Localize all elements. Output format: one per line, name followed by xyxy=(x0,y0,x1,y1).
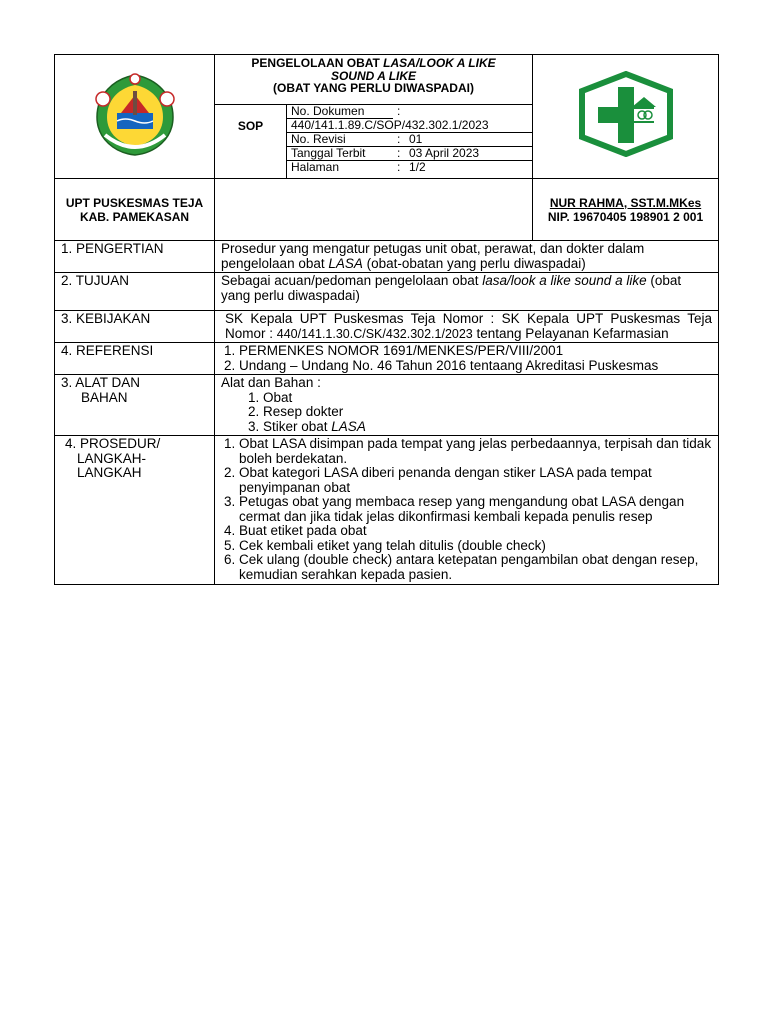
doc-page-sep: : xyxy=(397,160,401,174)
section-content xyxy=(215,375,719,436)
list-item: 4. Buat etiket pada obat xyxy=(239,524,712,539)
section-content: Prosedur yang mengatur petugas unit obat, perawat, dan dokter dalam pengelolaan obat LASA (obat-obatan yang perlu diwaspadai) xyxy=(215,241,719,273)
doc-date-sep: : xyxy=(393,147,405,161)
doc-number-label: No. Dokumen xyxy=(287,105,393,119)
right-logo-cell xyxy=(533,55,719,179)
section-label: 2. TUJUAN xyxy=(55,273,215,311)
section-referensi xyxy=(55,343,719,375)
list-item: 1. PERMENKES NOMOR 1691/MENKES/PER/VIII/2001 xyxy=(239,344,712,359)
institution-name: UPT PUSKESMAS TEJA KAB. PAMEKASAN xyxy=(55,179,215,241)
section-label: 3. ALAT DAN BAHAN xyxy=(55,375,215,436)
section-label: 3. KEBIJAKAN xyxy=(55,311,215,343)
doc-revision-label: No. Revisi xyxy=(287,133,393,147)
list-item: 3. Petugas obat yang membaca resep yang mengandung obat LASA dengan cermat dan jika tidak jelas dikonfirmasi kembali kepada penulis resep xyxy=(239,495,712,524)
section-prosedur xyxy=(55,436,719,585)
puskesmas-logo-icon xyxy=(578,71,674,157)
section-pengertian xyxy=(55,241,719,273)
pamekasan-regency-emblem-icon xyxy=(87,69,183,159)
list-item: 2. Obat kategori LASA diberi penanda dengan stiker LASA pada tempat penyimpanan obat xyxy=(239,466,712,495)
section-content xyxy=(215,436,719,585)
doc-revision-value: 01 xyxy=(405,133,532,147)
section-label: 4. PROSEDUR/ LANGKAH- LANGKAH xyxy=(55,436,215,585)
doc-row-number-value xyxy=(287,119,532,133)
sop-label: SOP xyxy=(215,105,287,179)
doc-number-sep: : xyxy=(397,104,401,118)
doc-date-label: Tanggal Terbit xyxy=(287,147,393,161)
list-item: 5. Cek kembali etiket yang telah ditulis (double check) xyxy=(239,539,712,554)
doc-number-value xyxy=(405,105,532,119)
document-info xyxy=(287,105,533,179)
document-title: PENGELOLAAN OBAT LASA/LOOK A LIKE SOUND A LIKE (OBAT YANG PERLU DIWASPADAI) xyxy=(215,55,533,105)
section-kebijakan xyxy=(55,311,719,343)
list-item: 1. Obat xyxy=(263,391,712,406)
doc-row-revision xyxy=(287,133,532,147)
alat-intro: Alat dan Bahan : xyxy=(221,375,321,390)
signer-nip: NIP. 19670405 198901 2 001 xyxy=(547,209,704,224)
doc-row-number xyxy=(287,105,532,119)
list-item: 1. Obat LASA disimpan pada tempat yang jelas perbedaannya, terpisah dan tidak boleh berdekatan. xyxy=(239,437,712,466)
section-content xyxy=(215,343,719,375)
section-tujuan xyxy=(55,273,719,311)
doc-row-date xyxy=(287,147,532,161)
sop-table xyxy=(54,54,719,585)
doc-date-value: 03 April 2023 xyxy=(405,147,532,161)
doc-row-page xyxy=(287,161,532,175)
blank-cell xyxy=(215,179,533,241)
list-item: 2. Undang – Undang No. 46 Tahun 2016 tentaang Akreditasi Puskesmas xyxy=(239,359,712,374)
section-content: Sebagai acuan/pedoman pengelolaan obat lasa/look a like sound a like (obat yang perlu diwaspadai) xyxy=(215,273,719,311)
doc-page-label: Halaman xyxy=(291,160,340,174)
list-item: 6. Cek ulang (double check) antara ketepatan pengambilan obat dengan resep, kemudian serahkan kepada pasien. xyxy=(239,553,712,582)
left-logo-cell xyxy=(55,55,215,179)
section-label: 4. REFERENSI xyxy=(55,343,215,375)
doc-revision-sep: : xyxy=(393,133,405,147)
doc-number-full: 440/141.1.89.C/SOP/432.302.1/2023 xyxy=(287,119,532,133)
doc-page-value: 1/2 xyxy=(409,160,426,174)
section-content: SK Kepala UPT Puskesmas Teja Nomor : SK Kepala UPT Puskesmas Teja Nomor : 440/141.1.30.C/SK/432.302.1/2023 tentang Pelayanan Kefarmasian xyxy=(215,311,719,343)
section-label: 1. PENGERTIAN xyxy=(55,241,215,273)
signature-block xyxy=(533,179,719,241)
list-item: 3. Stiker obat LASA xyxy=(263,420,712,435)
section-alat-bahan xyxy=(55,375,719,436)
list-item: 2. Resep dokter xyxy=(263,405,712,420)
signer-name: NUR RAHMA, SST.M.MKes xyxy=(549,195,702,210)
sop-document xyxy=(54,54,718,585)
